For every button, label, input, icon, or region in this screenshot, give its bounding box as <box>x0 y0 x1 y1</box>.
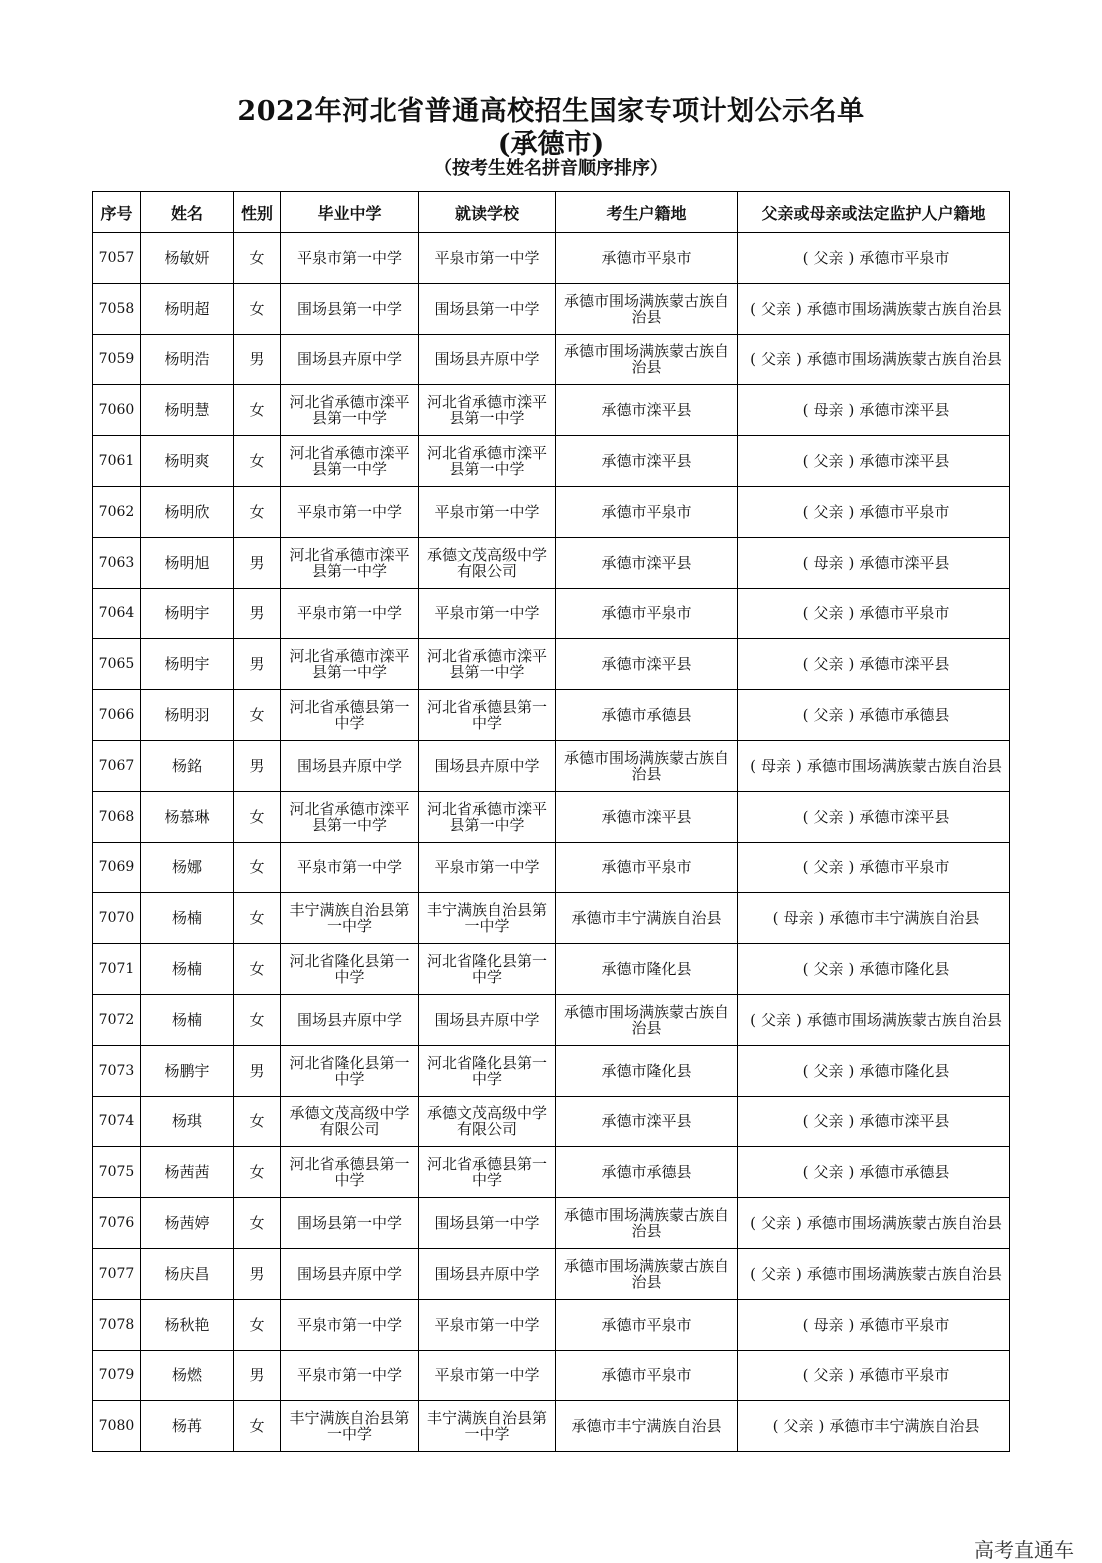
col-header-residence: 考生户籍地 <box>556 192 738 233</box>
cell-residence: 承德市承德县 <box>556 690 738 741</box>
cell-grad-school: 河北省承德市滦平县第一中学 <box>281 436 419 487</box>
cell-gender: 男 <box>234 588 281 639</box>
cell-no: 7059 <box>93 334 141 385</box>
cell-grad-school: 围场县第一中学 <box>281 1198 419 1249</box>
cell-guardian: ( 父亲 ) 承德市丰宁满族自治县 <box>738 1401 1010 1452</box>
cell-residence: 承德市承德县 <box>556 1147 738 1198</box>
cell-gender: 女 <box>234 842 281 893</box>
guardian-residence: 承德市围场满族蒙古族自治县 <box>806 1264 1002 1283</box>
guardian-residence: 承德市滦平县 <box>859 807 950 826</box>
guardian-residence: 承德市丰宁满族自治县 <box>829 1417 980 1436</box>
cell-current-school: 平泉市第一中学 <box>419 842 556 893</box>
cell-current-school: 围场县卉原中学 <box>419 740 556 791</box>
table-row <box>93 334 1010 385</box>
cell-no: 7064 <box>93 588 141 639</box>
cell-gender: 女 <box>234 690 281 741</box>
guardian-residence: 承德市滦平县 <box>859 553 950 572</box>
cell-gender: 女 <box>234 944 281 995</box>
cell-no: 7065 <box>93 639 141 690</box>
cell-residence: 承德市围场满族蒙古族自治县 <box>556 334 738 385</box>
cell-grad-school: 承德文茂高级中学有限公司 <box>281 1096 419 1147</box>
table-row <box>93 1045 1010 1096</box>
cell-grad-school: 平泉市第一中学 <box>281 486 419 537</box>
cell-current-school: 河北省隆化县第一中学 <box>419 1045 556 1096</box>
cell-current-school: 围场县第一中学 <box>419 283 556 334</box>
guardian-relation: 父亲 <box>813 604 844 623</box>
cell-name: 杨秋艳 <box>141 1299 234 1350</box>
cell-residence: 承德市滦平县 <box>556 385 738 436</box>
guardian-residence: 承德市围场满族蒙古族自治县 <box>806 1214 1002 1233</box>
table-row <box>93 283 1010 334</box>
guardian-residence: 承德市平泉市 <box>859 1315 950 1334</box>
cell-grad-school: 平泉市第一中学 <box>281 1299 419 1350</box>
cell-grad-school: 河北省隆化县第一中学 <box>281 1045 419 1096</box>
cell-current-school: 河北省承德县第一中学 <box>419 1147 556 1198</box>
guardian-residence: 承德市滦平县 <box>859 452 950 471</box>
cell-guardian: ( 父亲 ) 承德市围场满族蒙古族自治县 <box>738 1248 1010 1299</box>
guardian-residence: 承德市隆化县 <box>859 1061 950 1080</box>
cell-no: 7075 <box>93 1147 141 1198</box>
guardian-relation: 母亲 <box>813 553 844 572</box>
cell-gender: 女 <box>234 233 281 284</box>
guardian-residence: 承德市承德县 <box>859 1163 950 1182</box>
cell-grad-school: 河北省承德市滦平县第一中学 <box>281 537 419 588</box>
cell-residence: 承德市隆化县 <box>556 944 738 995</box>
cell-no: 7074 <box>93 1096 141 1147</box>
cell-name: 杨茜茜 <box>141 1147 234 1198</box>
table-row <box>93 1299 1010 1350</box>
cell-guardian: ( 父亲 ) 承德市平泉市 <box>738 588 1010 639</box>
cell-current-school: 河北省承德市滦平县第一中学 <box>419 639 556 690</box>
cell-grad-school: 河北省承德市滦平县第一中学 <box>281 639 419 690</box>
guardian-relation: 母亲 <box>813 1315 844 1334</box>
col-header-current-school: 就读学校 <box>419 192 556 233</box>
cell-no: 7076 <box>93 1198 141 1249</box>
guardian-residence: 承德市围场满族蒙古族自治县 <box>806 756 1002 775</box>
cell-gender: 女 <box>234 385 281 436</box>
cell-current-school: 围场县卉原中学 <box>419 1248 556 1299</box>
cell-guardian: ( 母亲 ) 承德市平泉市 <box>738 1299 1010 1350</box>
cell-guardian: ( 父亲 ) 承德市滦平县 <box>738 436 1010 487</box>
guardian-residence: 承德市滦平县 <box>859 401 950 420</box>
cell-guardian: ( 父亲 ) 承德市平泉市 <box>738 1350 1010 1401</box>
cell-gender: 女 <box>234 994 281 1045</box>
cell-residence: 承德市隆化县 <box>556 1045 738 1096</box>
guardian-residence: 承德市滦平县 <box>859 655 950 674</box>
table-row <box>93 994 1010 1045</box>
cell-residence: 承德市围场满族蒙古族自治县 <box>556 740 738 791</box>
cell-current-school: 丰宁满族自治县第一中学 <box>419 893 556 944</box>
cell-gender: 女 <box>234 1147 281 1198</box>
guardian-relation: 父亲 <box>760 1010 791 1029</box>
table-row <box>93 1350 1010 1401</box>
table-row <box>93 537 1010 588</box>
guardian-relation: 母亲 <box>813 401 844 420</box>
cell-grad-school: 河北省隆化县第一中学 <box>281 944 419 995</box>
guardian-relation: 母亲 <box>783 909 814 928</box>
cell-current-school: 平泉市第一中学 <box>419 486 556 537</box>
cell-current-school: 围场县卉原中学 <box>419 994 556 1045</box>
cell-no: 7070 <box>93 893 141 944</box>
cell-current-school: 丰宁满族自治县第一中学 <box>419 1401 556 1452</box>
cell-current-school: 平泉市第一中学 <box>419 1350 556 1401</box>
cell-name: 杨明慧 <box>141 385 234 436</box>
table-row <box>93 486 1010 537</box>
table-row <box>93 436 1010 487</box>
guardian-residence: 承德市围场满族蒙古族自治县 <box>806 1010 1002 1029</box>
cell-residence: 承德市平泉市 <box>556 486 738 537</box>
guardian-relation: 父亲 <box>760 1214 791 1233</box>
cell-grad-school: 围场县第一中学 <box>281 283 419 334</box>
cell-gender: 女 <box>234 486 281 537</box>
cell-gender: 男 <box>234 639 281 690</box>
cell-no: 7072 <box>93 994 141 1045</box>
cell-current-school: 河北省承德市滦平县第一中学 <box>419 385 556 436</box>
cell-name: 杨明宇 <box>141 639 234 690</box>
cell-guardian: ( 父亲 ) 承德市承德县 <box>738 690 1010 741</box>
cell-residence: 承德市滦平县 <box>556 639 738 690</box>
cell-grad-school: 平泉市第一中学 <box>281 588 419 639</box>
cell-no: 7079 <box>93 1350 141 1401</box>
cell-residence: 承德市滦平县 <box>556 436 738 487</box>
cell-name: 杨明宇 <box>141 588 234 639</box>
cell-guardian: ( 母亲 ) 承德市丰宁满族自治县 <box>738 893 1010 944</box>
cell-name: 杨明羽 <box>141 690 234 741</box>
cell-residence: 承德市丰宁满族自治县 <box>556 1401 738 1452</box>
cell-grad-school: 平泉市第一中学 <box>281 842 419 893</box>
table-row <box>93 791 1010 842</box>
cell-name: 杨鹏宇 <box>141 1045 234 1096</box>
table-row <box>93 1248 1010 1299</box>
table-row <box>93 233 1010 284</box>
cell-name: 杨敏妍 <box>141 233 234 284</box>
document-title: 2022年河北省普通高校招生国家专项计划公示名单 <box>237 96 865 127</box>
cell-guardian: ( 父亲 ) 承德市滦平县 <box>738 791 1010 842</box>
cell-name: 杨明超 <box>141 283 234 334</box>
cell-residence: 承德市平泉市 <box>556 842 738 893</box>
cell-grad-school: 平泉市第一中学 <box>281 1350 419 1401</box>
cell-guardian: ( 父亲 ) 承德市围场满族蒙古族自治县 <box>738 283 1010 334</box>
guardian-relation: 父亲 <box>813 960 844 979</box>
table-row <box>93 690 1010 741</box>
guardian-relation: 父亲 <box>813 248 844 267</box>
cell-residence: 承德市滦平县 <box>556 791 738 842</box>
cell-guardian: ( 父亲 ) 承德市平泉市 <box>738 233 1010 284</box>
cell-grad-school: 丰宁满族自治县第一中学 <box>281 893 419 944</box>
cell-residence: 承德市平泉市 <box>556 1299 738 1350</box>
guardian-residence: 承德市平泉市 <box>859 604 950 623</box>
table-row <box>93 1401 1010 1452</box>
guardian-relation: 父亲 <box>813 858 844 877</box>
cell-guardian: ( 父亲 ) 承德市隆化县 <box>738 944 1010 995</box>
cell-gender: 男 <box>234 1350 281 1401</box>
document-subtitle: (承德市) <box>497 129 605 160</box>
cell-no: 7060 <box>93 385 141 436</box>
cell-no: 7071 <box>93 944 141 995</box>
cell-gender: 女 <box>234 436 281 487</box>
cell-residence: 承德市围场满族蒙古族自治县 <box>556 1248 738 1299</box>
watermark: 高考直通车 <box>974 1538 1074 1562</box>
cell-current-school: 围场县第一中学 <box>419 1198 556 1249</box>
guardian-relation: 父亲 <box>760 350 791 369</box>
cell-name: 杨楠 <box>141 944 234 995</box>
guardian-residence: 承德市承德县 <box>859 706 950 725</box>
cell-no: 7057 <box>93 233 141 284</box>
guardian-residence: 承德市平泉市 <box>859 502 950 521</box>
cell-grad-school: 围场县卉原中学 <box>281 994 419 1045</box>
cell-gender: 女 <box>234 893 281 944</box>
cell-current-school: 承德文茂高级中学有限公司 <box>419 1096 556 1147</box>
cell-no: 7069 <box>93 842 141 893</box>
cell-residence: 承德市围场满族蒙古族自治县 <box>556 283 738 334</box>
cell-gender: 女 <box>234 1096 281 1147</box>
cell-current-school: 河北省承德县第一中学 <box>419 690 556 741</box>
cell-guardian: ( 父亲 ) 承德市围场满族蒙古族自治县 <box>738 994 1010 1045</box>
cell-gender: 女 <box>234 283 281 334</box>
cell-no: 7058 <box>93 283 141 334</box>
cell-no: 7061 <box>93 436 141 487</box>
guardian-relation: 父亲 <box>813 807 844 826</box>
cell-residence: 承德市平泉市 <box>556 588 738 639</box>
cell-no: 7080 <box>93 1401 141 1452</box>
cell-gender: 男 <box>234 740 281 791</box>
guardian-relation: 父亲 <box>813 1163 844 1182</box>
table-row <box>93 588 1010 639</box>
guardian-residence: 承德市丰宁满族自治县 <box>829 909 980 928</box>
guardian-relation: 父亲 <box>760 299 791 318</box>
table-header-row <box>93 192 1010 233</box>
cell-guardian: ( 父亲 ) 承德市滦平县 <box>738 639 1010 690</box>
cell-no: 7062 <box>93 486 141 537</box>
cell-grad-school: 河北省承德县第一中学 <box>281 1147 419 1198</box>
cell-guardian: ( 父亲 ) 承德市围场满族蒙古族自治县 <box>738 1198 1010 1249</box>
cell-no: 7068 <box>93 791 141 842</box>
cell-name: 杨庆昌 <box>141 1248 234 1299</box>
cell-gender: 男 <box>234 334 281 385</box>
table-row <box>93 944 1010 995</box>
cell-name: 杨茜婷 <box>141 1198 234 1249</box>
cell-name: 杨明爽 <box>141 436 234 487</box>
cell-residence: 承德市丰宁满族自治县 <box>556 893 738 944</box>
cell-guardian: ( 母亲 ) 承德市滦平县 <box>738 537 1010 588</box>
cell-name: 杨楠 <box>141 994 234 1045</box>
table-row <box>93 842 1010 893</box>
guardian-relation: 父亲 <box>760 1264 791 1283</box>
col-header-guardian-residence: 父亲或母亲或法定监护人户籍地 <box>738 192 1010 233</box>
cell-no: 7078 <box>93 1299 141 1350</box>
cell-grad-school: 围场县卉原中学 <box>281 740 419 791</box>
cell-residence: 承德市平泉市 <box>556 233 738 284</box>
cell-current-school: 平泉市第一中学 <box>419 588 556 639</box>
cell-gender: 男 <box>234 1045 281 1096</box>
cell-grad-school: 河北省承德市滦平县第一中学 <box>281 385 419 436</box>
cell-residence: 承德市滦平县 <box>556 1096 738 1147</box>
table-row <box>93 1147 1010 1198</box>
cell-gender: 女 <box>234 1198 281 1249</box>
cell-grad-school: 河北省承德县第一中学 <box>281 690 419 741</box>
cell-no: 7067 <box>93 740 141 791</box>
cell-current-school: 承德文茂高级中学有限公司 <box>419 537 556 588</box>
cell-guardian: ( 父亲 ) 承德市承德县 <box>738 1147 1010 1198</box>
cell-no: 7066 <box>93 690 141 741</box>
guardian-residence: 承德市围场满族蒙古族自治县 <box>806 299 1002 318</box>
cell-guardian: ( 母亲 ) 承德市围场满族蒙古族自治县 <box>738 740 1010 791</box>
cell-current-school: 围场县卉原中学 <box>419 334 556 385</box>
cell-current-school: 河北省隆化县第一中学 <box>419 944 556 995</box>
roster-table <box>92 191 1010 1452</box>
cell-name: 杨燃 <box>141 1350 234 1401</box>
cell-gender: 女 <box>234 791 281 842</box>
guardian-relation: 父亲 <box>813 1112 844 1131</box>
cell-grad-school: 河北省承德市滦平县第一中学 <box>281 791 419 842</box>
cell-guardian: ( 父亲 ) 承德市滦平县 <box>738 1096 1010 1147</box>
cell-residence: 承德市围场满族蒙古族自治县 <box>556 994 738 1045</box>
cell-name: 杨明欣 <box>141 486 234 537</box>
cell-name: 杨苒 <box>141 1401 234 1452</box>
cell-no: 7077 <box>93 1248 141 1299</box>
table-row <box>93 893 1010 944</box>
table-row <box>93 1198 1010 1249</box>
cell-current-school: 河北省承德市滦平县第一中学 <box>419 436 556 487</box>
cell-guardian: ( 父亲 ) 承德市围场满族蒙古族自治县 <box>738 334 1010 385</box>
cell-current-school: 平泉市第一中学 <box>419 233 556 284</box>
table-row <box>93 1096 1010 1147</box>
guardian-relation: 父亲 <box>783 1417 814 1436</box>
cell-grad-school: 围场县卉原中学 <box>281 334 419 385</box>
col-header-grad-school: 毕业中学 <box>281 192 419 233</box>
cell-residence: 承德市围场满族蒙古族自治县 <box>556 1198 738 1249</box>
guardian-relation: 父亲 <box>813 706 844 725</box>
guardian-residence: 承德市平泉市 <box>859 1366 950 1385</box>
cell-name: 杨銘 <box>141 740 234 791</box>
cell-current-school: 河北省承德市滦平县第一中学 <box>419 791 556 842</box>
cell-grad-school: 围场县卉原中学 <box>281 1248 419 1299</box>
guardian-relation: 父亲 <box>813 1366 844 1385</box>
cell-gender: 男 <box>234 537 281 588</box>
cell-grad-school: 平泉市第一中学 <box>281 233 419 284</box>
guardian-residence: 承德市平泉市 <box>859 858 950 877</box>
cell-gender: 女 <box>234 1401 281 1452</box>
sort-note: （按考生姓名拼音顺序排序） <box>434 158 668 179</box>
table-row <box>93 639 1010 690</box>
cell-no: 7073 <box>93 1045 141 1096</box>
table-row <box>93 385 1010 436</box>
col-header-name: 姓名 <box>141 192 234 233</box>
cell-grad-school: 丰宁满族自治县第一中学 <box>281 1401 419 1452</box>
cell-guardian: ( 母亲 ) 承德市滦平县 <box>738 385 1010 436</box>
cell-residence: 承德市平泉市 <box>556 1350 738 1401</box>
cell-guardian: ( 父亲 ) 承德市隆化县 <box>738 1045 1010 1096</box>
col-header-gender: 性别 <box>234 192 281 233</box>
cell-guardian: ( 父亲 ) 承德市平泉市 <box>738 486 1010 537</box>
cell-current-school: 平泉市第一中学 <box>419 1299 556 1350</box>
guardian-residence: 承德市平泉市 <box>859 248 950 267</box>
cell-name: 杨琪 <box>141 1096 234 1147</box>
cell-name: 杨明旭 <box>141 537 234 588</box>
guardian-relation: 父亲 <box>813 452 844 471</box>
cell-no: 7063 <box>93 537 141 588</box>
cell-gender: 女 <box>234 1299 281 1350</box>
guardian-relation: 父亲 <box>813 1061 844 1080</box>
cell-name: 杨明浩 <box>141 334 234 385</box>
col-header-no: 序号 <box>93 192 141 233</box>
guardian-relation: 父亲 <box>813 655 844 674</box>
cell-name: 杨娜 <box>141 842 234 893</box>
table-row <box>93 740 1010 791</box>
guardian-residence: 承德市滦平县 <box>859 1112 950 1131</box>
cell-name: 杨楠 <box>141 893 234 944</box>
cell-name: 杨慕琳 <box>141 791 234 842</box>
guardian-residence: 承德市隆化县 <box>859 960 950 979</box>
guardian-residence: 承德市围场满族蒙古族自治县 <box>806 350 1002 369</box>
guardian-relation: 母亲 <box>760 756 791 775</box>
guardian-relation: 父亲 <box>813 502 844 521</box>
cell-residence: 承德市滦平县 <box>556 537 738 588</box>
cell-guardian: ( 父亲 ) 承德市平泉市 <box>738 842 1010 893</box>
cell-gender: 男 <box>234 1248 281 1299</box>
